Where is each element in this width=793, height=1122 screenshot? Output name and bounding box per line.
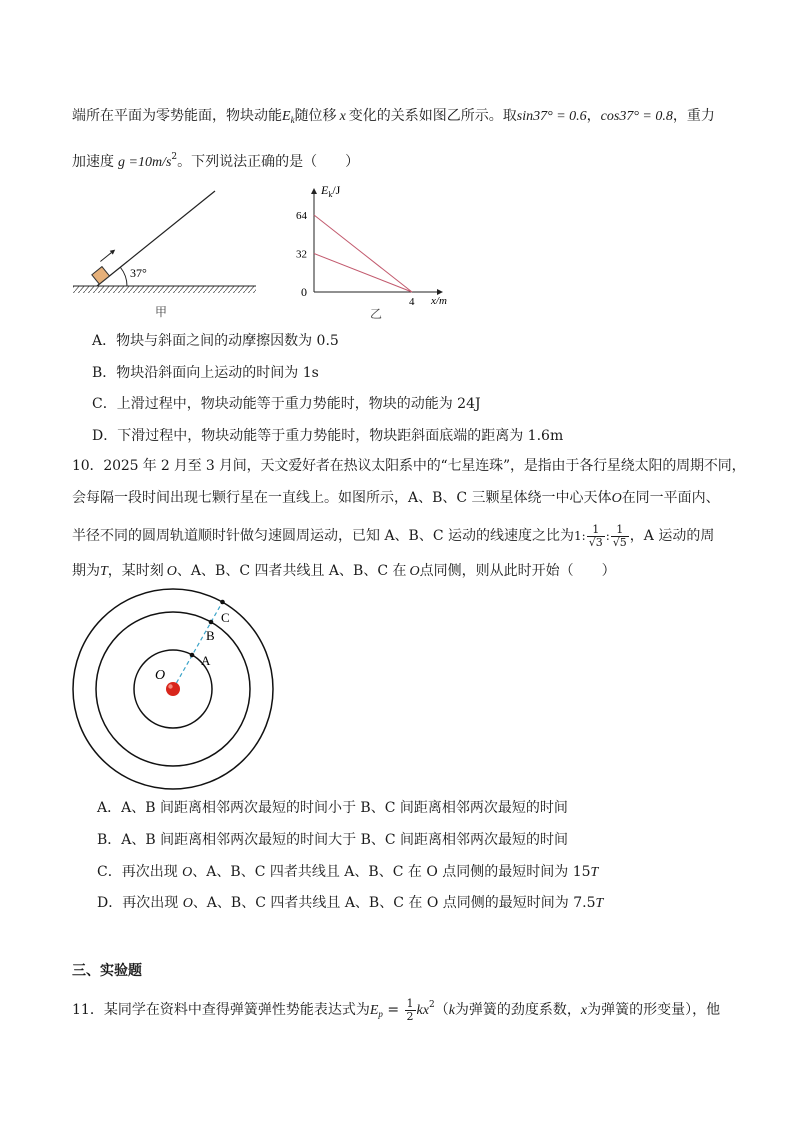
- o-symbol: O: [166, 564, 177, 579]
- q10-text: 在同一平面内、: [621, 490, 720, 506]
- ek-subscript: k: [290, 115, 295, 125]
- o-symbol: O: [409, 564, 420, 579]
- q11-stem-line1: [72, 988, 720, 1022]
- separator: ，: [586, 108, 601, 124]
- angle-arc: [121, 268, 128, 287]
- star-a-dot: [190, 653, 195, 658]
- x-tick-label-4: 4: [409, 296, 415, 308]
- q9-option-d[interactable]: [92, 426, 563, 446]
- q9-stem-line2: [72, 147, 359, 173]
- label-o: O: [155, 668, 166, 683]
- ratio-one: 1:: [574, 529, 586, 543]
- q10-stem-line2: [72, 488, 720, 509]
- o-symbol: O: [611, 491, 622, 506]
- ep-symbol: E: [369, 1003, 379, 1018]
- option-text: C．再次出现: [97, 864, 183, 880]
- figure-incline: [70, 183, 260, 323]
- fraction-1-sqrt5: $\frac{1}{√5}$: [612, 522, 627, 549]
- q9-text: 端所在平面为零势能面，物块动能: [72, 108, 282, 124]
- g-expression: g =10m/s: [118, 155, 172, 170]
- alignment-dashed-line: [173, 601, 223, 689]
- q10-text: ，某时刻: [107, 563, 164, 579]
- section-title: 三、实验题: [72, 963, 142, 979]
- t-symbol: T: [100, 564, 108, 579]
- ek-symbol: E: [282, 109, 291, 124]
- velocity-arrow: [100, 253, 111, 262]
- k-symbol: k: [448, 1003, 455, 1018]
- q10-option-b[interactable]: [97, 830, 568, 850]
- y-axis-arrow: [311, 188, 317, 194]
- q10-option-a[interactable]: [97, 798, 568, 818]
- option-text: B．A、B 间距离相邻两次最短的时间大于 B、C 间距离相邻两次最短的时间: [97, 832, 569, 848]
- angle-label: 37°: [130, 266, 147, 280]
- q10-stem-line1: [72, 456, 745, 476]
- option-text: 、A、B、C 四者共线且 A、B、C 在 O 点同侧的最短时间为 15: [192, 864, 591, 880]
- ratio-colon: :: [605, 529, 610, 543]
- t-symbol: T: [595, 896, 604, 911]
- o-symbol: O: [182, 896, 193, 911]
- option-text: B．物块沿斜面向上运动的时间为 1s: [92, 365, 319, 381]
- g-superscript: 2: [171, 152, 178, 162]
- label-c: C: [221, 610, 230, 625]
- x-symbol: x: [339, 109, 346, 124]
- q9-text: 。下列说法正确的是（ ）: [177, 154, 360, 170]
- equals: =: [382, 1002, 404, 1018]
- label-a: A: [201, 653, 211, 668]
- q11-text: 为弹簧的形变量），他: [587, 1002, 721, 1018]
- y-tick-label-64: 64: [296, 210, 307, 222]
- option-text: D．下滑过程中，物块动能等于重力势能时，物块距斜面底端的距离为 1.6m: [92, 428, 564, 444]
- q10-option-d[interactable]: [97, 893, 603, 914]
- origin-label: 0: [301, 285, 307, 299]
- series-line-1: [314, 215, 412, 292]
- q10-text: 10．2025 年 2 月至 3 月间，天文爱好者在热议太阳系中的“七星连珠”，是指由于各行星绕太阳的周期不同，: [72, 458, 746, 474]
- series-line-2: [314, 254, 412, 293]
- q10-text: 半径不同的圆周轨道顺时针做匀速圆周运动，已知 A、B、C 运动的线速度之比为: [72, 528, 575, 544]
- q10-text: 会每隔一段时间出现七颗行星在一直线上。如图所示，A、B、C 三颗星体绕一中心天体: [72, 490, 612, 506]
- sin-expression: sin37° = 0.6: [516, 109, 587, 124]
- fraction-1-sqrt3: $\frac{1}{√3}$: [588, 522, 603, 549]
- q10-stem-line3: [72, 521, 714, 551]
- x-axis-label: x/m: [431, 295, 447, 307]
- option-text: A．A、B 间距离相邻两次最短的时间小于 B、C 间距离相邻两次最短的时间: [97, 800, 568, 816]
- option-text: 、A、B、C 四者共线且 A、B、C 在 O 点同侧的最短时间为 7.5: [192, 895, 596, 911]
- q9-option-b[interactable]: [92, 363, 319, 383]
- figure-orbits: [70, 587, 276, 793]
- q11-text: 11．某同学在资料中查得弹簧弹性势能表达式为: [72, 1002, 370, 1018]
- option-text: A．物块与斜面之间的动摩擦因数为 0.5: [92, 333, 339, 349]
- q10-text: 期为: [72, 563, 100, 579]
- figure-caption-jia: 甲: [155, 305, 168, 319]
- q9-text: ，重力: [672, 108, 715, 124]
- star-c-dot: [220, 600, 225, 605]
- block: [92, 267, 110, 284]
- q9-option-c[interactable]: [92, 394, 481, 414]
- ground-hatch: [73, 286, 256, 293]
- q9-text: 加速度: [72, 154, 114, 170]
- central-body-o: [166, 682, 180, 696]
- kx-term: kx: [416, 1003, 429, 1018]
- t-symbol: T: [590, 865, 599, 880]
- q11-text: 为弹簧的劲度系数，: [454, 1002, 581, 1018]
- q9-text: 变化的关系如图乙所示。取: [348, 108, 517, 124]
- q11-text: （: [434, 1002, 449, 1018]
- star-b-dot: [209, 620, 214, 625]
- central-body-highlight: [168, 684, 172, 688]
- q10-stem-line4: [72, 561, 616, 582]
- o-symbol: O: [182, 865, 193, 880]
- kx-superscript: 2: [428, 1000, 435, 1010]
- q9-option-a[interactable]: [92, 331, 339, 351]
- ep-subscript: p: [378, 1009, 383, 1019]
- fraction-half: $\frac{1}{2}$: [406, 996, 414, 1023]
- option-text: D．再次出现: [97, 895, 183, 911]
- label-b: B: [206, 628, 215, 643]
- q10-option-c[interactable]: [97, 862, 598, 883]
- incline-line: [97, 191, 215, 286]
- q10-text: 点同侧，则从此时开始（ ）: [419, 563, 616, 579]
- y-axis-label: $E_k/J$: [321, 183, 341, 199]
- q10-text: ，A 运动的周: [629, 528, 715, 544]
- option-text: C．上滑过程中，物块动能等于重力势能时，物块的动能为 24J: [92, 396, 481, 412]
- x-symbol: x: [580, 1003, 588, 1018]
- cos-expression: cos37° = 0.8: [600, 109, 673, 124]
- q9-text: 随位移: [294, 108, 337, 124]
- q9-stem-line1: [72, 106, 715, 130]
- q10-text: 、A、B、C 四者共线且 A、B、C 在: [176, 563, 407, 579]
- y-tick-label-32: 32: [296, 248, 307, 261]
- figure-caption-yi: 乙: [370, 307, 383, 321]
- figure-ek-x-chart: [285, 180, 460, 325]
